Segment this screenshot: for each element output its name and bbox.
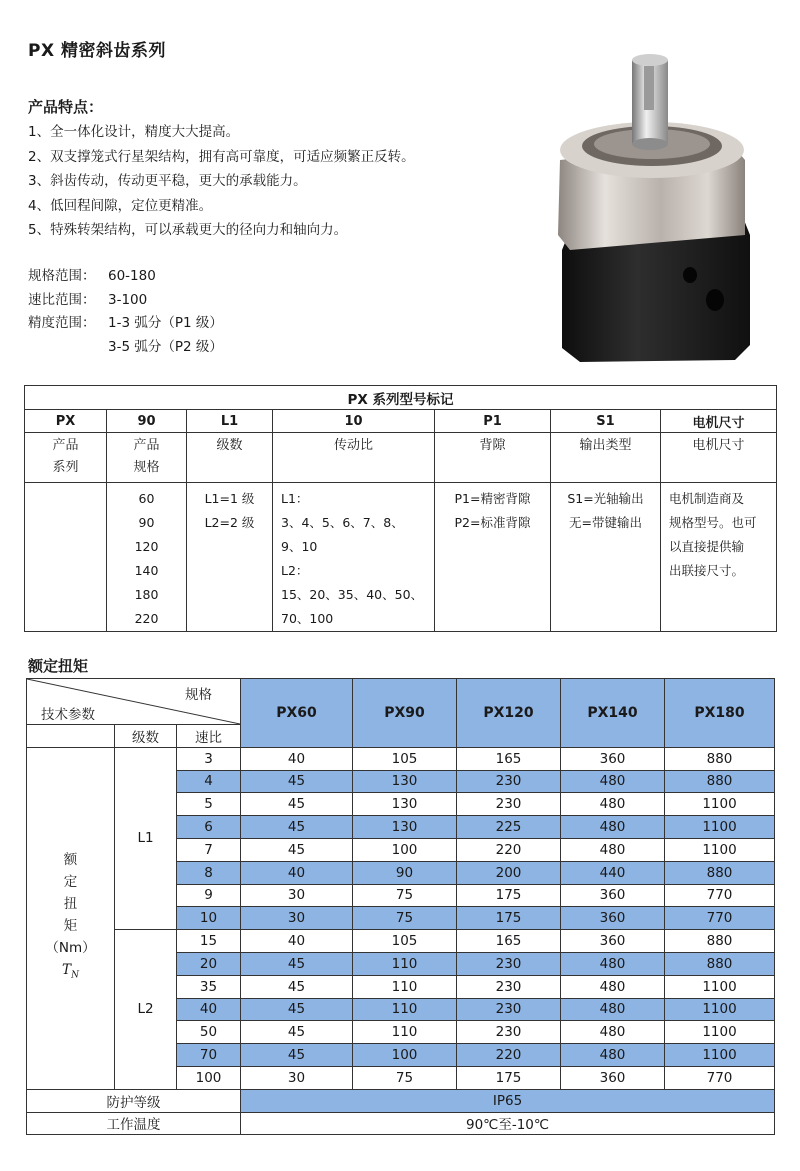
size-option: 60 xyxy=(138,491,155,506)
ratio-cell: 10 xyxy=(177,907,241,930)
torque-value-cell: 880 xyxy=(665,770,775,793)
spec-precision-row xyxy=(28,312,223,336)
torque-value-cell: 770 xyxy=(665,884,775,907)
torque-value-cell: 440 xyxy=(561,861,665,884)
feature-item: 3、斜齿传动，传动更平稳，更大的承载能力。 xyxy=(28,173,307,189)
torque-value-cell: 220 xyxy=(457,1044,561,1067)
motor-line: 规格型号。也可 xyxy=(669,515,757,530)
torque-value-cell: 45 xyxy=(241,1044,353,1067)
spec-precision-value: 1-3 弧分（P1 级） xyxy=(108,315,223,331)
torque-value-cell: 75 xyxy=(353,1066,457,1089)
output-option: 无=带键输出 xyxy=(569,515,642,530)
torque-value-cell: 1100 xyxy=(665,998,775,1021)
torque-value-cell: 45 xyxy=(241,838,353,861)
model-desc-size xyxy=(107,433,187,483)
stage-option: L1=1 级 xyxy=(204,491,255,506)
torque-value-cell: 360 xyxy=(561,884,665,907)
torque-value-cell: 880 xyxy=(665,952,775,975)
ratio-cell: 50 xyxy=(177,1021,241,1044)
model-desc-output: 输出类型 xyxy=(551,433,661,483)
temperature-label: 工作温度 xyxy=(27,1112,241,1135)
torque-value-cell: 75 xyxy=(353,884,457,907)
size-option: 90 xyxy=(138,515,155,530)
model-header: PX90 xyxy=(353,679,457,748)
spec-precision-label: 精度范围： xyxy=(28,315,96,331)
model-desc-series xyxy=(25,433,107,483)
torque-value-cell: 40 xyxy=(241,861,353,884)
torque-value-cell: 880 xyxy=(665,861,775,884)
size-option: 120 xyxy=(134,539,159,554)
torque-value-cell: 230 xyxy=(457,793,561,816)
ratio-cell: 7 xyxy=(177,838,241,861)
desc-line: 系列 xyxy=(52,460,79,475)
model-code-table xyxy=(24,385,777,632)
torque-heading: 额定扭矩 xyxy=(28,657,89,675)
model-header: PX140 xyxy=(561,679,665,748)
torque-row xyxy=(27,747,775,770)
spec-size-value: 60-180 xyxy=(108,268,156,284)
motor-line: 以直接提供输 xyxy=(669,539,745,554)
ratio-line: 3、4、5、6、7、8、 xyxy=(281,515,404,530)
spec-precision-value: 3-5 弧分（P2 级） xyxy=(108,338,223,355)
spec-ratio-label: 速比范围： xyxy=(28,291,96,308)
torque-value-cell: 130 xyxy=(353,770,457,793)
torque-value-cell: 45 xyxy=(241,998,353,1021)
spec-ratio-row xyxy=(28,289,223,313)
model-code-output: S1 xyxy=(551,410,661,433)
torque-value-cell: 480 xyxy=(561,816,665,839)
torque-value-cell: 130 xyxy=(353,793,457,816)
torque-value-cell: 200 xyxy=(457,861,561,884)
torque-value-cell: 45 xyxy=(241,952,353,975)
stage-header: 级数 xyxy=(115,725,177,748)
torque-value-cell: 225 xyxy=(457,816,561,839)
torque-value-cell: 105 xyxy=(353,930,457,953)
page-title: PX 精密斜齿系列 xyxy=(28,41,166,61)
model-code-size: 90 xyxy=(107,410,187,433)
spec-ratio-value: 3-100 xyxy=(108,291,148,308)
torque-value-cell: 30 xyxy=(241,907,353,930)
ratio-line: L1： xyxy=(281,491,309,506)
torque-value-cell: 770 xyxy=(665,1066,775,1089)
torque-value-cell: 480 xyxy=(561,1044,665,1067)
model-detail-series xyxy=(25,483,107,632)
torque-symbol-sub: N xyxy=(71,971,79,982)
torque-value-cell: 45 xyxy=(241,975,353,998)
model-desc-ratio: 传动比 xyxy=(273,433,435,483)
ratio-cell: 40 xyxy=(177,998,241,1021)
torque-value-cell: 175 xyxy=(457,884,561,907)
model-detail-backlash xyxy=(435,483,551,632)
spec-size-label: 规格范围： xyxy=(28,268,96,284)
model-code-stage: L1 xyxy=(187,410,273,433)
param-blank-header xyxy=(27,725,115,748)
torque-value-cell: 230 xyxy=(457,998,561,1021)
torque-value-cell: 230 xyxy=(457,975,561,998)
size-option: 140 xyxy=(134,563,159,578)
torque-value-cell: 110 xyxy=(353,998,457,1021)
model-detail-motor xyxy=(661,483,777,632)
desc-line: 产品 xyxy=(133,438,160,453)
protection-label: 防护等级 xyxy=(27,1089,241,1112)
backlash-option: P1=精密背隙 xyxy=(454,491,531,506)
feature-item: 5、特殊转架结构，可以承载更大的径向力和轴向力。 xyxy=(28,222,348,238)
stage-cell: L1 xyxy=(115,747,177,929)
torque-value-cell: 30 xyxy=(241,1066,353,1089)
model-header: PX180 xyxy=(665,679,775,748)
param-char: 额 xyxy=(63,852,78,869)
torque-value-cell: 1100 xyxy=(665,816,775,839)
ratio-cell: 9 xyxy=(177,884,241,907)
torque-value-cell: 105 xyxy=(353,747,457,770)
torque-value-cell: 90 xyxy=(353,861,457,884)
param-char: 扭 xyxy=(63,896,78,913)
torque-value-cell: 880 xyxy=(665,747,775,770)
torque-value-cell: 75 xyxy=(353,907,457,930)
torque-value-cell: 480 xyxy=(561,838,665,861)
planetary-gearbox-illustration xyxy=(540,50,775,365)
ratio-line: 9、10 xyxy=(281,539,318,554)
torque-value-cell: 110 xyxy=(353,975,457,998)
torque-value-cell: 1100 xyxy=(665,1044,775,1067)
model-header: PX60 xyxy=(241,679,353,748)
torque-row xyxy=(27,930,775,953)
protection-value: IP65 xyxy=(241,1089,775,1112)
model-desc-stage: 级数 xyxy=(187,433,273,483)
torque-value-cell: 110 xyxy=(353,952,457,975)
ratio-header: 速比 xyxy=(177,725,241,748)
model-detail-sizes xyxy=(107,483,187,632)
rated-torque-table xyxy=(26,678,775,1135)
torque-value-cell: 45 xyxy=(241,1021,353,1044)
stage-cell: L2 xyxy=(115,930,177,1090)
torque-value-cell: 360 xyxy=(561,930,665,953)
torque-value-cell: 1100 xyxy=(665,838,775,861)
size-option: 180 xyxy=(134,587,159,602)
feature-item: 2、双支撑笼式行星架结构，拥有高可靠度，可适应频繁正反转。 xyxy=(28,148,415,165)
torque-value-cell: 45 xyxy=(241,793,353,816)
torque-value-cell: 480 xyxy=(561,793,665,816)
torque-value-cell: 175 xyxy=(457,907,561,930)
motor-line: 出联接尺寸。 xyxy=(669,563,745,578)
torque-value-cell: 230 xyxy=(457,952,561,975)
torque-value-cell: 230 xyxy=(457,1021,561,1044)
feature-list xyxy=(28,120,415,243)
ratio-line: 70、100 xyxy=(281,611,334,626)
torque-value-cell: 1100 xyxy=(665,793,775,816)
torque-value-cell: 1100 xyxy=(665,975,775,998)
desc-line: 产品 xyxy=(52,438,79,453)
torque-value-cell: 165 xyxy=(457,930,561,953)
ratio-line: 15、20、35、40、50、 xyxy=(281,587,424,602)
ratio-cell: 3 xyxy=(177,747,241,770)
ratio-cell: 6 xyxy=(177,816,241,839)
corner-tech-label: 技术参数 xyxy=(41,707,95,723)
torque-value-cell: 130 xyxy=(353,816,457,839)
model-detail-stages xyxy=(187,483,273,632)
model-detail-ratios xyxy=(273,483,435,632)
torque-symbol xyxy=(27,959,114,987)
model-code-ratio: 10 xyxy=(273,410,435,433)
ratio-cell: 20 xyxy=(177,952,241,975)
temperature-value: 90℃至-10℃ xyxy=(241,1112,775,1135)
torque-value-cell: 480 xyxy=(561,952,665,975)
torque-value-cell: 165 xyxy=(457,747,561,770)
torque-value-cell: 1100 xyxy=(665,1021,775,1044)
spec-size-row xyxy=(28,265,223,289)
torque-symbol-main: T xyxy=(62,962,72,979)
torque-value-cell: 480 xyxy=(561,1021,665,1044)
torque-value-cell: 45 xyxy=(241,816,353,839)
corner-spec-label: 规格 xyxy=(185,687,213,703)
model-code-backlash: P1 xyxy=(435,410,551,433)
ratio-cell: 15 xyxy=(177,930,241,953)
torque-value-cell: 880 xyxy=(665,930,775,953)
ratio-cell: 8 xyxy=(177,861,241,884)
model-desc-backlash: 背隙 xyxy=(435,433,551,483)
spec-precision-row-2 xyxy=(28,336,223,360)
model-detail-output xyxy=(551,483,661,632)
torque-value-cell: 45 xyxy=(241,770,353,793)
torque-value-cell: 175 xyxy=(457,1066,561,1089)
model-desc-motor: 电机尺寸 xyxy=(661,433,777,483)
torque-value-cell: 480 xyxy=(561,975,665,998)
model-code-motor: 电机尺寸 xyxy=(661,410,777,433)
table-corner-header xyxy=(27,679,241,725)
size-option: 220 xyxy=(134,611,159,626)
torque-value-cell: 480 xyxy=(561,998,665,1021)
model-table-title: PX 系列型号标记 xyxy=(25,386,777,410)
torque-value-cell: 40 xyxy=(241,930,353,953)
torque-value-cell: 230 xyxy=(457,770,561,793)
torque-value-cell: 100 xyxy=(353,838,457,861)
torque-value-cell: 100 xyxy=(353,1044,457,1067)
torque-value-cell: 110 xyxy=(353,1021,457,1044)
motor-line: 电机制造商及 xyxy=(669,491,745,506)
ratio-line: L2： xyxy=(281,563,309,578)
torque-value-cell: 40 xyxy=(241,747,353,770)
ratio-cell: 35 xyxy=(177,975,241,998)
torque-value-cell: 360 xyxy=(561,747,665,770)
torque-value-cell: 360 xyxy=(561,1066,665,1089)
param-char: 矩 xyxy=(63,918,78,935)
ratio-cell: 100 xyxy=(177,1066,241,1089)
feature-item: 4、低回程间隙，定位更精准。 xyxy=(28,197,213,214)
torque-value-cell: 30 xyxy=(241,884,353,907)
ratio-cell: 5 xyxy=(177,793,241,816)
features-heading: 产品特点： xyxy=(28,98,104,116)
param-char: （Nm） xyxy=(45,940,96,957)
torque-value-cell: 360 xyxy=(561,907,665,930)
desc-line: 规格 xyxy=(133,460,160,475)
feature-item: 1、全一体化设计，精度大大提高。 xyxy=(28,124,240,140)
output-option: S1=光轴输出 xyxy=(567,491,644,506)
torque-value-cell: 480 xyxy=(561,770,665,793)
spec-ranges xyxy=(28,265,223,359)
torque-value-cell: 770 xyxy=(665,907,775,930)
stage-option: L2=2 级 xyxy=(204,515,255,530)
model-code-series: PX xyxy=(25,410,107,433)
param-char: 定 xyxy=(63,874,78,891)
model-header: PX120 xyxy=(457,679,561,748)
rated-torque-label xyxy=(27,747,115,1089)
torque-value-cell: 220 xyxy=(457,838,561,861)
torque-body xyxy=(27,747,775,1089)
ratio-cell: 70 xyxy=(177,1044,241,1067)
backlash-option: P2=标准背隙 xyxy=(454,515,531,530)
ratio-cell: 4 xyxy=(177,770,241,793)
